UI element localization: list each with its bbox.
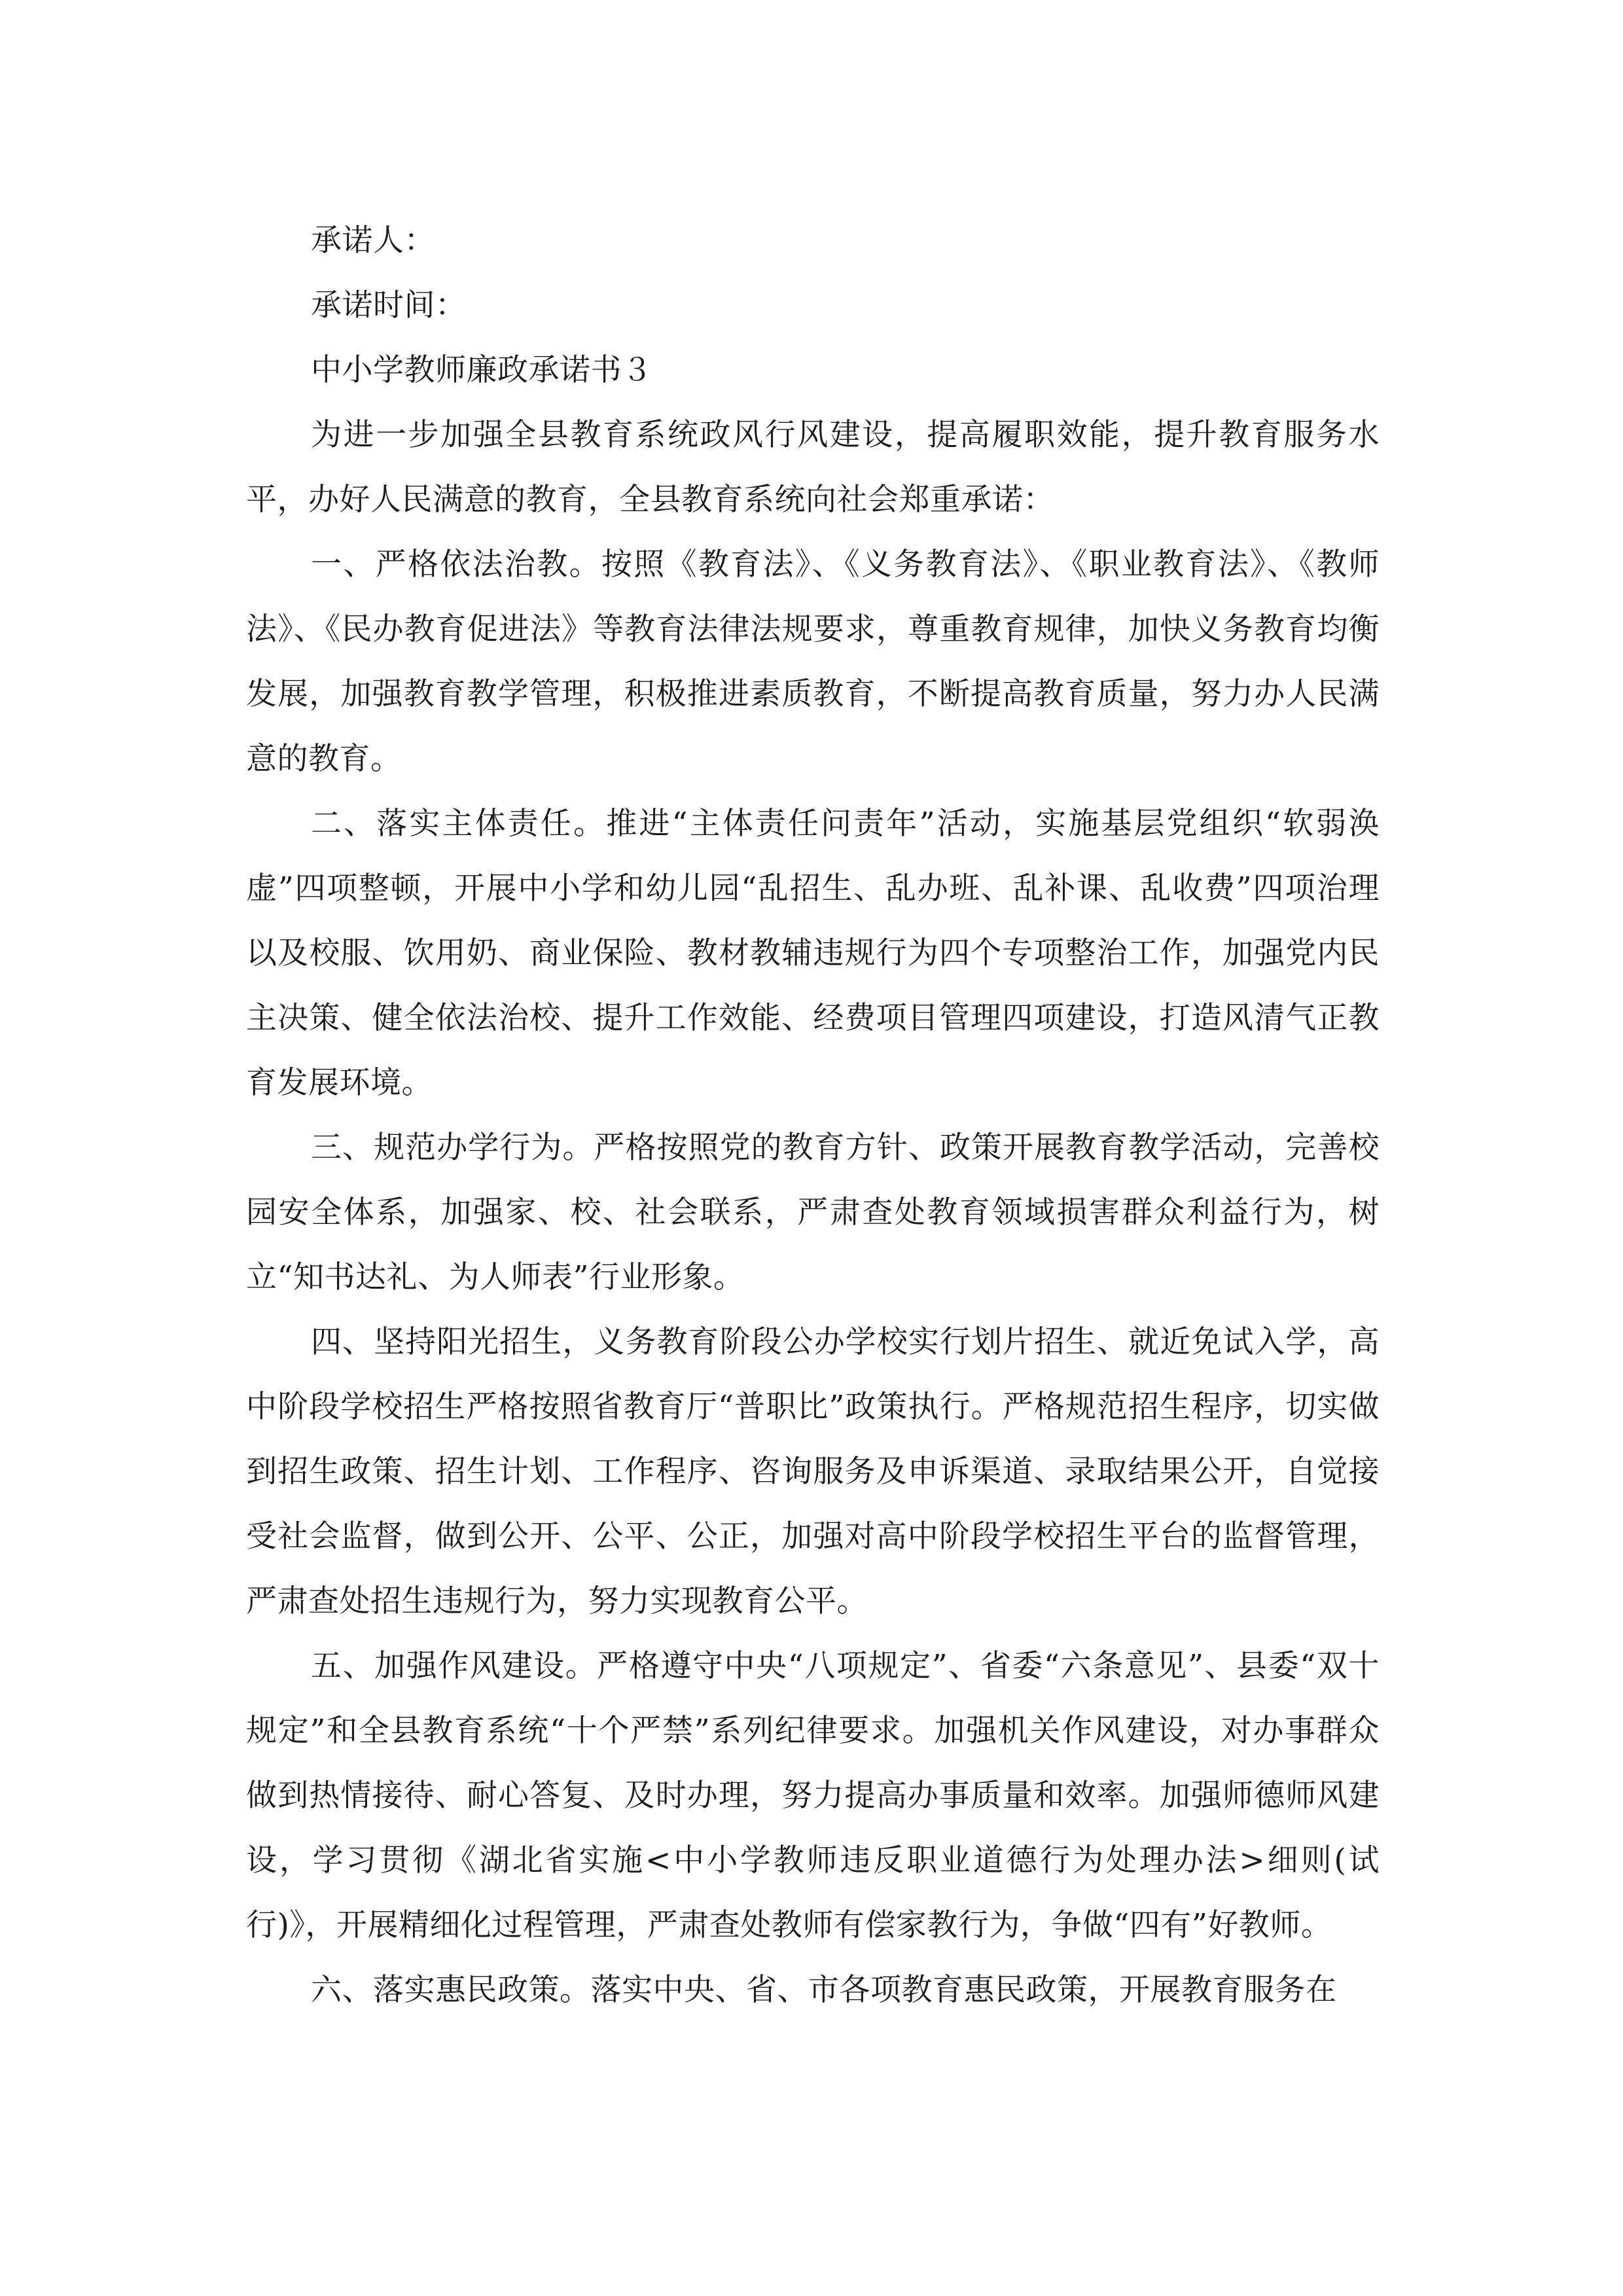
clause-1-paragraph: 一、严格依法治教。按照《教育法》、《义务教育法》、《职业教育法》、《教师法》、《民办教育促进法》等教育法律法规要求，尊重教育规律，加快义务教育均衡发展，加强教育教学管理，积极推进素质教育，不断提高教育质量，努力办人民满意的教育。 [246, 547, 1380, 777]
clause-3-paragraph: 三、规范办学行为。严格按照党的教育方针、政策开展教育教学活动，完善校园安全体系，加强家、校、社会联系，严肃查处教育领域损害群众利益行为，树立“知书达礼、为人师表”行业形象。 [246, 1130, 1380, 1295]
clause-4-paragraph: 四、坚持阳光招生，义务教育阶段公办学校实行划片招生、就近免试入学，高中阶段学校招生严格按照省教育厅“普职比”政策执行。严格规范招生程序，切实做到招生政策、招生计划、工作程序、咨询服务及申诉渠道、录取结果公开，自觉接受社会监督，做到公开、公平、公正，加强对高中阶段学校招生平台的监督管理，严肃查处招生违规行为，努力实现教育公平。 [246, 1324, 1380, 1619]
section-title: 中小学教师廉政承诺书３ [311, 352, 653, 388]
clause-5-paragraph: 五、加强作风建设。严格遵守中央“八项规定”、省委“六条意见”、县委“双十规定”和全县教育系统“十个严禁”系列纪律要求。加强机关作风建设，对办事群众做到热情接待、耐心答复、及时办理，努力提高办事质量和效率。加强师德师风建设，学习贯彻《湖北省实施<中小学教师违反职业道德行为处理办法>细则(试行)》，开展精细化过程管理，严肃查处教师有偿家教行为，争做“四有”好教师。 [246, 1648, 1380, 1943]
clause-2-paragraph: 二、落实主体责任。推进“主体责任问责年”活动，实施基层党组织“软弱涣虚”四项整顿，开展中小学和幼儿园“乱招生、乱办班、乱补课、乱收费”四项治理以及校服、饮用奶、商业保险、教材教辅违规行为四个专项整治工作，加强党内民主决策、健全依法治校、提升工作效能、经费项目管理四项建设，打造风清气正教育发展环境。 [246, 806, 1380, 1101]
promisor-label: 承诺人： [311, 223, 435, 259]
clause-6-paragraph: 六、落实惠民政策。落实中央、省、市各项教育惠民政策，开展教育服务在 [311, 1972, 1337, 2008]
intro-paragraph: 为进一步加强全县教育系统政风行风建设，提高履职效能，提升教育服务水平，办好人民满意的教育，全县教育系统向社会郑重承诺： [246, 417, 1380, 518]
document-body [246, 208, 1380, 2022]
promise-time-label: 承诺时间： [311, 287, 467, 323]
